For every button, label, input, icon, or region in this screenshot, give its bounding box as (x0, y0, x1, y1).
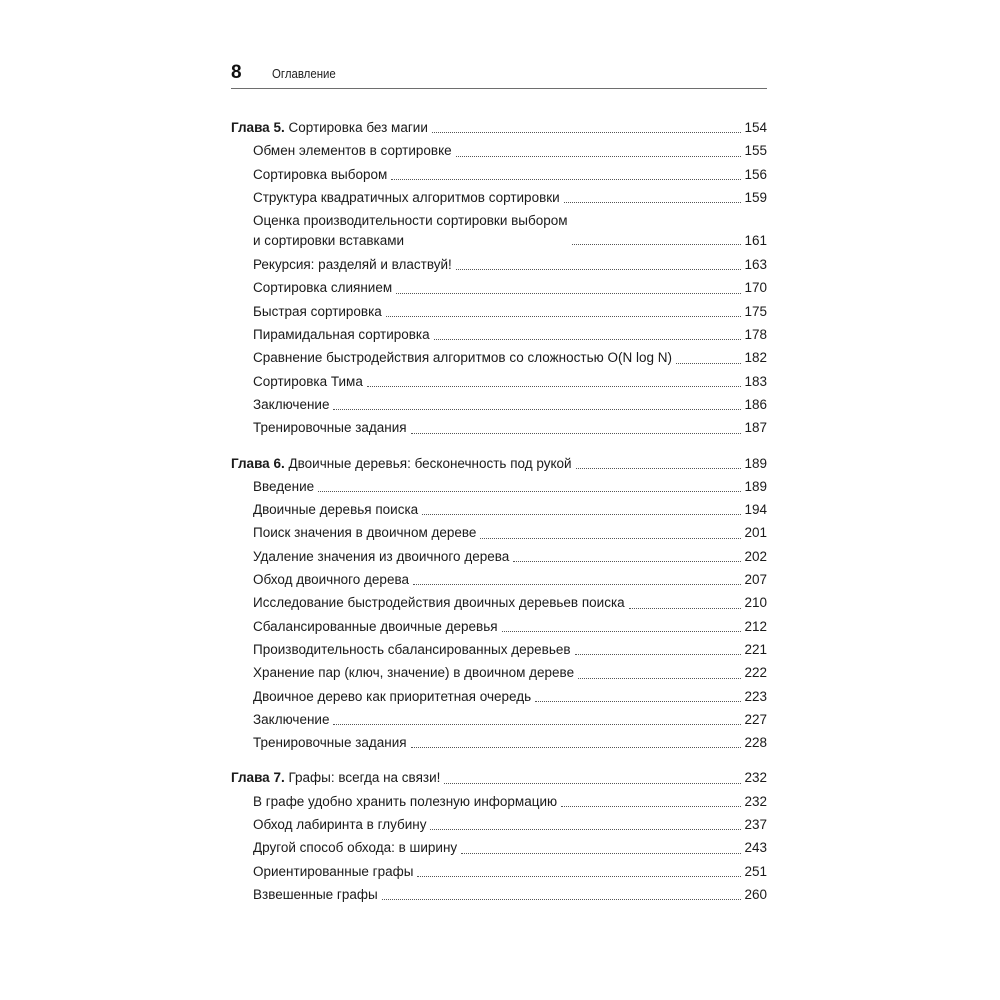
toc-section-title: Обмен элементов в сортировке (253, 143, 452, 159)
toc-chapter-entry[interactable] (231, 766, 767, 789)
toc-chapter (231, 452, 767, 755)
dot-leader (382, 899, 742, 900)
toc-chapter (231, 766, 767, 906)
toc-page-number: 155 (744, 143, 767, 159)
dot-leader (676, 363, 741, 364)
toc-section-title: Быстрая сортировка (253, 303, 382, 319)
toc-section-entry[interactable] (231, 276, 767, 299)
toc-page-number: 178 (744, 327, 767, 343)
toc-section-entry[interactable] (231, 708, 767, 731)
page-number: 8 (231, 62, 242, 83)
toc-section-title: Двоичное дерево как приоритетная очередь (253, 688, 532, 704)
toc-section-entry[interactable] (231, 836, 767, 859)
toc-section-entry[interactable] (231, 661, 767, 684)
toc-chapter-entry[interactable] (231, 452, 767, 475)
toc-page-number: 201 (744, 525, 767, 541)
toc-section-title: Структура квадратичных алгоритмов сортировки (253, 189, 560, 205)
toc-section-title: Взвешенные графы (253, 886, 378, 902)
toc-page-number: 154 (744, 120, 767, 135)
toc-section-entry[interactable] (231, 370, 767, 393)
toc-page-number: 223 (744, 688, 767, 704)
toc-page-number: 227 (744, 711, 767, 727)
toc-section-entry[interactable] (231, 253, 767, 276)
toc-section-title: Заключение (253, 711, 330, 727)
toc-page-number: 222 (744, 665, 767, 681)
toc-page-number: 232 (744, 770, 767, 786)
toc-section-entry[interactable] (231, 300, 767, 323)
toc-section-entry[interactable] (231, 498, 767, 521)
toc-page-number: 156 (744, 166, 767, 182)
toc-section-title: Оценка производительности сортировки выбором и сортировки вставками (253, 213, 568, 249)
toc-page-number: 175 (744, 303, 767, 319)
dot-leader (367, 386, 742, 387)
toc-chapter-entry[interactable] (231, 116, 767, 139)
toc-page-number: 243 (744, 840, 767, 856)
dot-leader (576, 468, 742, 469)
dot-leader (578, 678, 741, 679)
toc-section-entry[interactable] (231, 323, 767, 346)
dot-leader (391, 179, 741, 180)
toc-page-number: 212 (744, 618, 767, 634)
toc-section-title: Сбалансированные двоичные деревья (253, 618, 498, 634)
toc-section-title: Двоичные деревья поиска (253, 502, 419, 518)
toc-section-title: Сортировка слиянием (253, 280, 393, 296)
toc-page-number: 237 (744, 817, 767, 833)
dot-leader (461, 853, 741, 854)
toc-section-title: Исследование быстродействия двоичных деревьев поиска (253, 595, 625, 611)
toc-page-number: 202 (744, 548, 767, 564)
toc-page-number: 260 (744, 886, 767, 902)
dot-leader (456, 156, 742, 157)
toc-section-title: Поиск значения в двоичном дереве (253, 525, 477, 541)
toc-section-entry[interactable] (231, 346, 767, 369)
dot-leader (513, 561, 741, 562)
dot-leader (396, 293, 741, 294)
dot-leader (333, 409, 741, 410)
dot-leader (430, 829, 741, 830)
dot-leader (444, 783, 741, 784)
toc-section-entry[interactable] (231, 211, 767, 251)
toc-section-title: Сравнение быстродействия алгоритмов со сложностью O(N log N) (253, 350, 672, 366)
dot-leader (575, 654, 742, 655)
dot-leader (535, 701, 741, 702)
toc-chapter-title: Графы: всегда на связи! (288, 770, 441, 786)
toc-section-title: Сортировка выбором (253, 166, 388, 182)
toc-section-title: Рекурсия: разделяй и властвуй! (253, 257, 452, 273)
dot-leader (502, 631, 742, 632)
toc-section-title: Хранение пар (ключ, значение) в двоичном дереве (253, 665, 575, 681)
toc-page-number: 232 (744, 793, 767, 809)
toc-section-title: Обход двоичного дерева (253, 572, 409, 588)
toc-section-entry[interactable] (231, 393, 767, 416)
dot-leader (434, 339, 742, 340)
table-of-contents (231, 116, 767, 918)
dot-leader (411, 747, 742, 748)
toc-page-number: 221 (744, 641, 767, 657)
dot-leader (564, 202, 742, 203)
toc-page-number: 182 (744, 350, 767, 366)
toc-page-number: 228 (744, 735, 767, 751)
toc-page-number: 189 (744, 455, 767, 471)
toc-page-number: 183 (744, 373, 767, 389)
dot-leader (432, 132, 742, 133)
toc-section-entry[interactable] (231, 883, 767, 906)
toc-page-number: 194 (744, 502, 767, 518)
dot-leader (561, 806, 741, 807)
toc-section-title: Удаление значения из двоичного дерева (253, 548, 510, 564)
toc-section-entry[interactable] (231, 638, 767, 661)
toc-section-entry[interactable] (231, 685, 767, 708)
running-header (231, 60, 767, 89)
toc-page-number: 187 (744, 420, 767, 436)
toc-page-number: 189 (744, 478, 767, 494)
toc-section-title: Обход лабиринта в глубину (253, 817, 427, 833)
toc-chapter-title: Двоичные деревья: бесконечность под рукой (288, 455, 572, 471)
toc-section-title: Введение (253, 478, 315, 494)
toc-page-number: 251 (744, 863, 767, 879)
toc-section-entry[interactable] (231, 790, 767, 813)
toc-section-title: В графе удобно хранить полезную информацию (253, 793, 558, 809)
toc-section-entry[interactable] (231, 568, 767, 591)
toc-page-number: 161 (744, 233, 767, 249)
toc-section-title: Тренировочные задания (253, 420, 407, 436)
running-header-title: Оглавление (272, 66, 336, 81)
toc-page-number: 163 (744, 257, 767, 273)
toc-section-title: Пирамидальная сортировка (253, 327, 430, 343)
toc-section-title: Производительность сбалансированных деревьев (253, 641, 571, 657)
toc-section-title: Тренировочные задания (253, 735, 407, 751)
toc-section-entry[interactable] (231, 186, 767, 209)
dot-leader (333, 724, 741, 725)
toc-section-title: Другой способ обхода: в ширину (253, 840, 458, 856)
toc-section-entry[interactable] (231, 860, 767, 883)
toc-section-entry[interactable] (231, 163, 767, 186)
toc-page-number: 159 (744, 189, 767, 205)
toc-chapter-label: Глава 6. (231, 455, 285, 471)
dot-leader (411, 433, 742, 434)
toc-section-entry[interactable] (231, 545, 767, 568)
toc-chapter-heading (231, 116, 428, 139)
toc-section-title: Сортировка Тима (253, 373, 363, 389)
toc-page-number: 210 (744, 595, 767, 611)
dot-leader (422, 514, 741, 515)
toc-section-entry[interactable] (231, 521, 767, 544)
toc-section-entry[interactable] (231, 591, 767, 614)
toc-chapter-label: Глава 5. (231, 120, 285, 135)
toc-chapter-title: Сортировка без магии (288, 120, 428, 135)
dot-leader (386, 316, 742, 317)
dot-leader (480, 538, 741, 539)
dot-leader (629, 608, 742, 609)
dot-leader (318, 491, 741, 492)
toc-section-entry[interactable] (231, 475, 767, 498)
toc-page-number: 170 (744, 280, 767, 296)
toc-page-number: 207 (744, 572, 767, 588)
dot-leader (413, 584, 741, 585)
dot-leader (572, 244, 742, 245)
dot-leader (417, 876, 741, 877)
toc-section-entry[interactable] (231, 813, 767, 836)
toc-section-entry[interactable] (231, 416, 767, 439)
toc-section-entry[interactable] (231, 139, 767, 162)
dot-leader (456, 269, 742, 270)
toc-section-title: Ориентированные графы (253, 863, 414, 879)
toc-chapter (231, 116, 767, 440)
toc-section-entry[interactable] (231, 615, 767, 638)
toc-section-title: Заключение (253, 396, 330, 412)
toc-chapter-heading (231, 452, 572, 475)
toc-chapter-heading (231, 766, 440, 789)
toc-chapter-label: Глава 7. (231, 770, 285, 786)
toc-page-number: 186 (744, 396, 767, 412)
toc-section-entry[interactable] (231, 731, 767, 754)
